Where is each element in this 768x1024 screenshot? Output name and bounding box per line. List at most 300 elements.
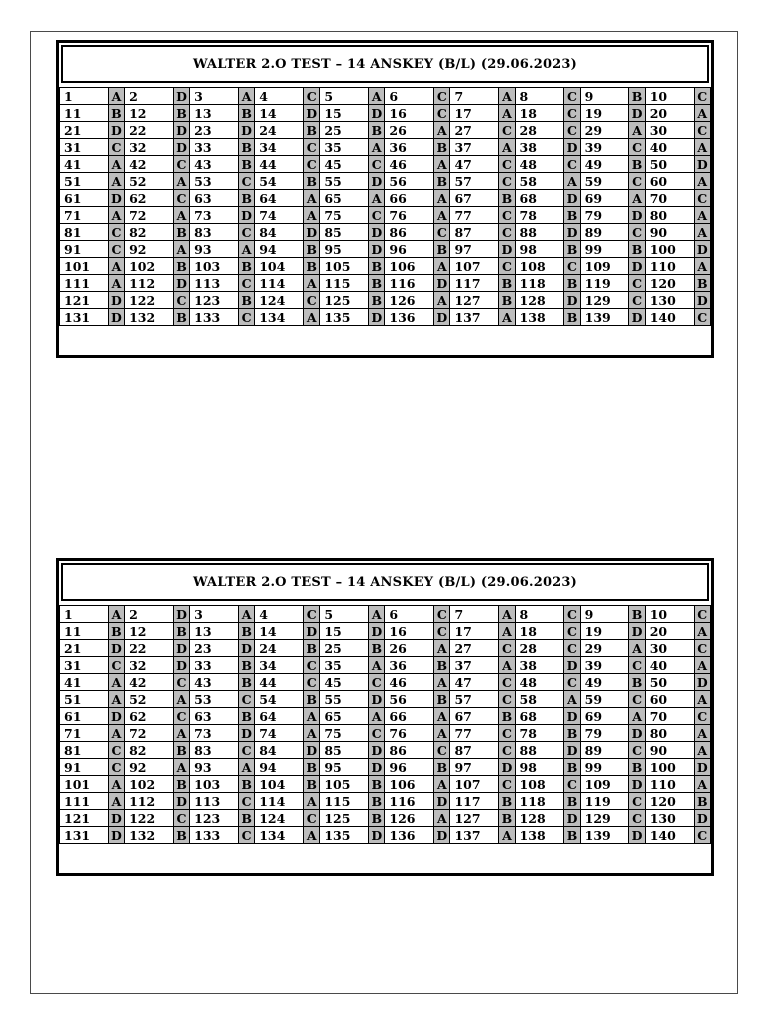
question-number: 24 [255,122,304,139]
question-number: 55 [320,173,369,190]
question-number: 68 [515,708,564,725]
question-number: 112 [125,275,174,292]
answer-letter: A [238,241,254,258]
answer-letter: A [564,173,580,190]
question-number: 14 [255,105,304,122]
answer-letter: C [238,224,254,241]
answer-letter: A [108,691,124,708]
question-number: 91 [60,241,109,258]
question-number: 93 [190,241,239,258]
answer-letter: C [434,742,450,759]
question-number: 54 [255,173,304,190]
answer-letter: C [499,674,515,691]
answer-letter: A [369,657,385,674]
answer-letter: A [369,190,385,207]
question-number: 63 [190,190,239,207]
answer-letter: C [564,105,580,122]
question-number: 86 [385,742,434,759]
question-number: 129 [580,810,629,827]
answer-letter: C [694,309,710,326]
question-number: 127 [450,810,499,827]
question-number: 17 [450,623,499,640]
answer-letter: C [108,139,124,156]
answer-letter: B [499,190,515,207]
answer-letter: C [304,674,320,691]
answer-letter: B [304,241,320,258]
answer-letter: D [173,88,189,105]
question-number: 7 [450,606,499,623]
answer-letter: C [434,224,450,241]
question-number: 72 [125,725,174,742]
question-number: 121 [60,292,109,309]
table-row [60,725,711,742]
question-number: 123 [190,292,239,309]
answer-letter: C [694,708,710,725]
answer-letter: B [238,156,254,173]
answer-letter: C [629,173,645,190]
answer-key-bottom [56,558,714,876]
answer-letter: A [173,691,189,708]
answer-letter: D [434,275,450,292]
question-number: 101 [60,258,109,275]
question-number: 45 [320,156,369,173]
table-row [60,241,711,258]
question-number: 4 [255,88,304,105]
question-number: 94 [255,241,304,258]
answer-letter: D [173,139,189,156]
question-number: 110 [645,258,694,275]
answer-letter: B [369,793,385,810]
question-number: 34 [255,657,304,674]
answer-letter: A [173,759,189,776]
question-number: 92 [125,241,174,258]
answer-letter: D [629,309,645,326]
table-row [60,708,711,725]
table-row [60,827,711,844]
question-number: 126 [385,292,434,309]
answer-letter: B [304,122,320,139]
question-number: 16 [385,105,434,122]
answer-letter: C [629,742,645,759]
answer-letter: D [629,725,645,742]
answer-letter: A [694,258,710,275]
answer-letter: D [369,827,385,844]
answer-letter: A [499,657,515,674]
answer-letter: D [369,742,385,759]
answer-letter: B [434,657,450,674]
answer-letter: C [499,725,515,742]
table-row [60,224,711,241]
answer-letter: C [629,139,645,156]
answer-letter: C [173,708,189,725]
question-number: 48 [515,674,564,691]
answer-letter: B [564,241,580,258]
question-number: 134 [255,309,304,326]
table-row [60,190,711,207]
answer-letter: D [694,292,710,309]
answer-letter: A [108,776,124,793]
question-number: 107 [450,776,499,793]
question-number: 44 [255,156,304,173]
question-number: 59 [580,691,629,708]
answer-letter: C [694,190,710,207]
question-number: 15 [320,623,369,640]
answer-letter: C [173,810,189,827]
question-number: 91 [60,759,109,776]
question-number: 33 [190,139,239,156]
answer-letter: A [694,742,710,759]
question-number: 67 [450,708,499,725]
table-row [60,640,711,657]
question-number: 77 [450,207,499,224]
table-row [60,105,711,122]
table-row [60,742,711,759]
answer-letter: B [304,258,320,275]
answer-letter: C [108,224,124,241]
question-number: 75 [320,725,369,742]
question-number: 95 [320,241,369,258]
question-number: 86 [385,224,434,241]
question-number: 120 [645,793,694,810]
answer-letter: A [304,207,320,224]
answer-letter: D [173,640,189,657]
question-number: 139 [580,309,629,326]
answer-letter: B [564,793,580,810]
question-number: 98 [515,759,564,776]
answer-letter: D [238,725,254,742]
question-number: 119 [580,793,629,810]
answer-letter: C [173,674,189,691]
answer-letter: B [173,742,189,759]
question-number: 129 [580,292,629,309]
answer-letter: D [173,793,189,810]
table-row [60,759,711,776]
table-row [60,623,711,640]
answer-letter: A [499,623,515,640]
question-number: 118 [515,275,564,292]
answer-letter: C [564,776,580,793]
question-number: 2 [125,606,174,623]
question-number: 45 [320,674,369,691]
answer-letter: D [304,105,320,122]
answer-letter: A [694,691,710,708]
answer-letter: B [499,275,515,292]
question-number: 137 [450,827,499,844]
question-number: 85 [320,224,369,241]
answer-letter: B [629,759,645,776]
answer-letter: A [173,725,189,742]
question-number: 26 [385,640,434,657]
question-number: 38 [515,139,564,156]
answer-key-table [59,605,711,844]
answer-letter: C [304,292,320,309]
question-number: 8 [515,88,564,105]
answer-letter: B [173,224,189,241]
question-number: 70 [645,190,694,207]
answer-letter: C [694,827,710,844]
question-number: 101 [60,776,109,793]
answer-letter: C [173,156,189,173]
question-number: 69 [580,708,629,725]
answer-letter: A [434,708,450,725]
table-row [60,674,711,691]
answer-letter: D [369,759,385,776]
answer-letter: C [694,606,710,623]
answer-letter: C [564,88,580,105]
question-number: 138 [515,827,564,844]
question-number: 52 [125,691,174,708]
question-number: 102 [125,776,174,793]
answer-letter: B [629,241,645,258]
question-number: 25 [320,640,369,657]
answer-letter: A [108,258,124,275]
question-number: 39 [580,139,629,156]
answer-letter: B [238,657,254,674]
question-number: 67 [450,190,499,207]
question-number: 62 [125,708,174,725]
answer-letter: A [369,606,385,623]
question-number: 41 [60,156,109,173]
answer-letter: A [694,623,710,640]
answer-letter: B [173,623,189,640]
answer-letter: B [238,258,254,275]
answer-letter: A [369,139,385,156]
question-number: 132 [125,827,174,844]
answer-letter: B [173,309,189,326]
table-row [60,810,711,827]
question-number: 20 [645,105,694,122]
answer-letter: D [564,224,580,241]
answer-key-table [59,87,711,326]
question-number: 78 [515,725,564,742]
question-number: 4 [255,606,304,623]
question-number: 120 [645,275,694,292]
answer-letter: D [499,759,515,776]
answer-letter: B [369,640,385,657]
answer-letter: B [434,241,450,258]
answer-letter: B [173,776,189,793]
answer-letter: B [369,292,385,309]
question-number: 51 [60,691,109,708]
answer-letter: D [694,674,710,691]
answer-letter: C [304,88,320,105]
answer-key-title: WALTER 2.O TEST – 14 ANSKEY (B/L) (29.06.2023) [61,563,709,601]
answer-letter: D [694,810,710,827]
answer-letter: B [499,793,515,810]
question-number: 60 [645,691,694,708]
answer-letter: C [238,742,254,759]
question-number: 133 [190,309,239,326]
question-number: 7 [450,88,499,105]
answer-letter: D [304,224,320,241]
table-row [60,258,711,275]
question-number: 84 [255,742,304,759]
answer-letter: A [629,190,645,207]
question-number: 139 [580,827,629,844]
answer-letter: C [564,674,580,691]
answer-letter: B [564,309,580,326]
question-number: 48 [515,156,564,173]
answer-letter: B [564,207,580,224]
question-number: 46 [385,156,434,173]
question-number: 50 [645,156,694,173]
answer-letter: A [434,122,450,139]
answer-letter: C [564,606,580,623]
answer-letter: B [434,173,450,190]
answer-letter: C [238,173,254,190]
question-number: 119 [580,275,629,292]
answer-letter: C [499,156,515,173]
question-number: 70 [645,708,694,725]
answer-letter: A [434,292,450,309]
answer-letter: D [564,810,580,827]
answer-letter: A [499,105,515,122]
question-number: 30 [645,640,694,657]
answer-letter: A [108,606,124,623]
question-number: 27 [450,640,499,657]
question-number: 108 [515,258,564,275]
question-number: 122 [125,810,174,827]
question-number: 56 [385,691,434,708]
question-number: 36 [385,657,434,674]
question-number: 98 [515,241,564,258]
question-number: 126 [385,810,434,827]
answer-letter: C [694,88,710,105]
answer-letter: A [304,725,320,742]
question-number: 32 [125,139,174,156]
question-number: 18 [515,105,564,122]
answer-letter: C [694,640,710,657]
question-number: 31 [60,139,109,156]
table-row [60,122,711,139]
question-number: 105 [320,258,369,275]
question-number: 102 [125,258,174,275]
answer-letter: A [694,173,710,190]
question-number: 51 [60,173,109,190]
question-number: 26 [385,122,434,139]
question-number: 117 [450,275,499,292]
question-number: 71 [60,725,109,742]
answer-letter: A [629,708,645,725]
answer-letter: C [173,190,189,207]
answer-letter: C [108,759,124,776]
answer-letter: B [369,258,385,275]
question-number: 9 [580,88,629,105]
question-number: 115 [320,275,369,292]
question-number: 42 [125,156,174,173]
question-number: 124 [255,292,304,309]
question-number: 84 [255,224,304,241]
question-number: 21 [60,122,109,139]
answer-letter: C [238,691,254,708]
question-number: 112 [125,793,174,810]
question-number: 41 [60,674,109,691]
question-number: 1 [60,88,109,105]
question-number: 13 [190,105,239,122]
answer-letter: B [108,623,124,640]
answer-letter: C [108,241,124,258]
answer-letter: A [434,156,450,173]
answer-letter: D [564,708,580,725]
question-number: 43 [190,674,239,691]
answer-letter: B [304,691,320,708]
question-number: 105 [320,776,369,793]
question-number: 53 [190,173,239,190]
question-number: 96 [385,759,434,776]
question-number: 2 [125,88,174,105]
answer-letter: C [369,674,385,691]
answer-letter: A [369,88,385,105]
question-number: 124 [255,810,304,827]
answer-letter: A [304,275,320,292]
question-number: 96 [385,241,434,258]
question-number: 125 [320,810,369,827]
answer-letter: B [238,190,254,207]
question-number: 106 [385,258,434,275]
answer-letter: C [304,606,320,623]
question-number: 87 [450,224,499,241]
answer-letter: D [173,275,189,292]
question-number: 6 [385,88,434,105]
answer-letter: C [499,224,515,241]
answer-letter: C [629,275,645,292]
question-number: 131 [60,827,109,844]
question-number: 28 [515,640,564,657]
answer-letter: A [629,640,645,657]
question-number: 81 [60,224,109,241]
question-number: 113 [190,793,239,810]
question-number: 19 [580,623,629,640]
question-number: 10 [645,606,694,623]
question-number: 54 [255,691,304,708]
table-row [60,691,711,708]
question-number: 127 [450,292,499,309]
question-number: 122 [125,292,174,309]
answer-letter: C [238,309,254,326]
question-number: 43 [190,156,239,173]
answer-letter: B [564,275,580,292]
question-number: 25 [320,122,369,139]
table-row [60,275,711,292]
answer-letter: D [629,827,645,844]
question-number: 128 [515,810,564,827]
table-row [60,139,711,156]
question-number: 72 [125,207,174,224]
answer-key-top [56,40,714,358]
question-number: 1 [60,606,109,623]
answer-letter: A [108,173,124,190]
answer-letter: C [629,810,645,827]
question-number: 111 [60,275,109,292]
question-number: 18 [515,623,564,640]
question-number: 69 [580,190,629,207]
answer-letter: D [564,190,580,207]
question-number: 140 [645,827,694,844]
question-number: 12 [125,105,174,122]
answer-letter: A [694,105,710,122]
answer-letter: C [304,156,320,173]
question-number: 68 [515,190,564,207]
answer-letter: D [369,105,385,122]
answer-letter: B [499,708,515,725]
question-number: 61 [60,708,109,725]
answer-letter: D [173,657,189,674]
answer-letter: D [629,207,645,224]
answer-letter: C [108,742,124,759]
answer-letter: D [369,241,385,258]
answer-letter: B [369,275,385,292]
question-number: 138 [515,309,564,326]
